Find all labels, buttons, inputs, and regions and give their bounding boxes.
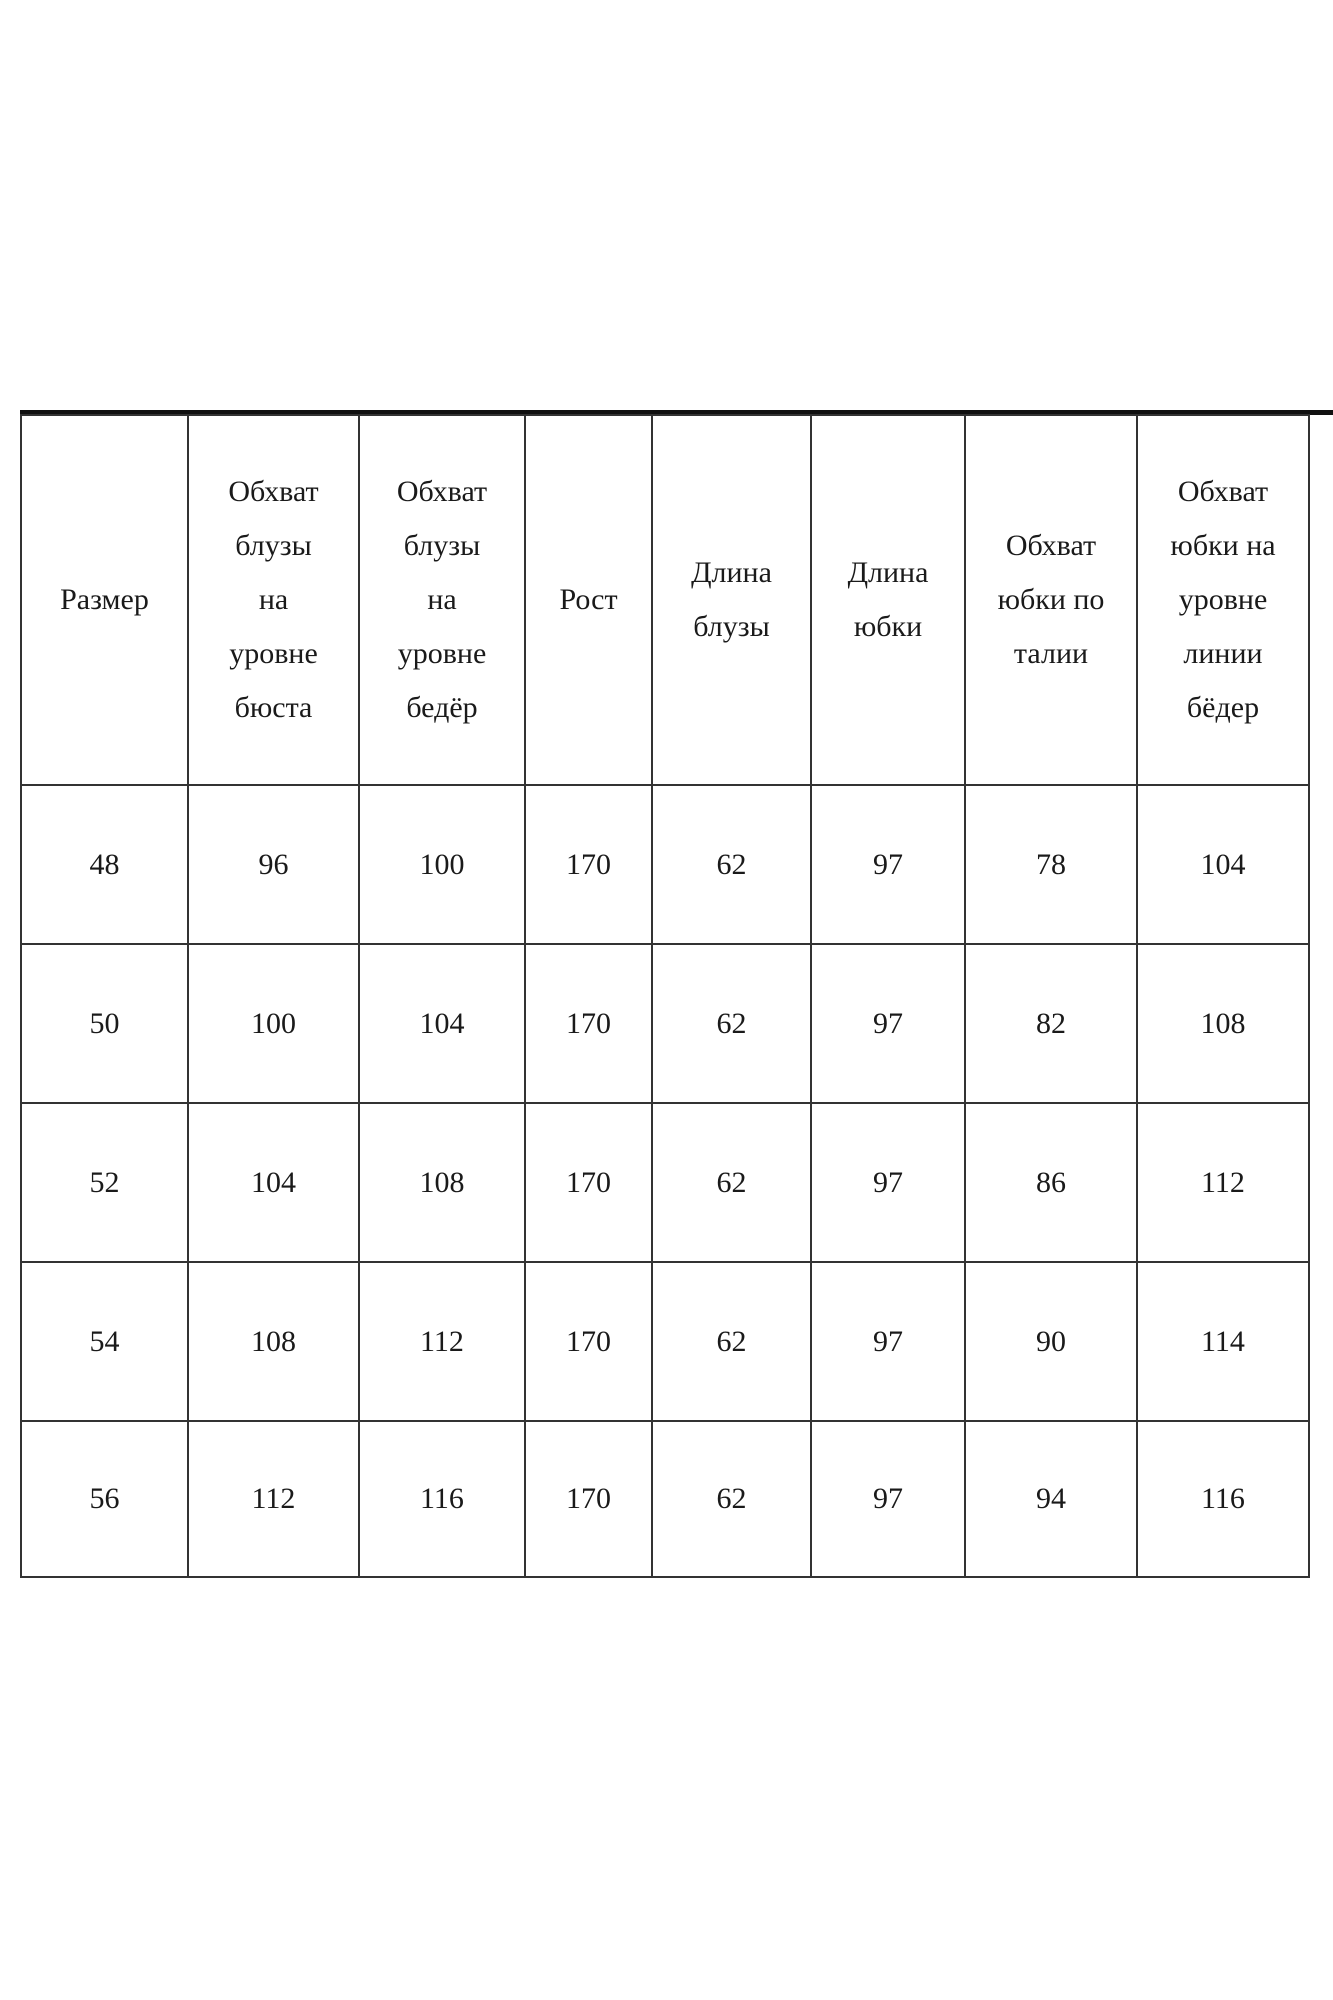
header-blouse-bust: Обхват блузы на уровне бюста (188, 415, 359, 785)
cell-height: 170 (525, 1421, 652, 1577)
cell-skirt-hips: 108 (1137, 944, 1309, 1103)
cell-size: 56 (21, 1421, 188, 1577)
cell-size: 48 (21, 785, 188, 944)
header-blouse-length: Длина блузы (652, 415, 811, 785)
cell-blouse-bust: 100 (188, 944, 359, 1103)
cell-height: 170 (525, 944, 652, 1103)
cell-skirt-length: 97 (811, 944, 965, 1103)
cell-skirt-length: 97 (811, 785, 965, 944)
cell-skirt-length: 97 (811, 1262, 965, 1421)
header-size: Размер (21, 415, 188, 785)
header-skirt-waist: Обхват юбки по талии (965, 415, 1137, 785)
cell-size: 52 (21, 1103, 188, 1262)
cell-blouse-bust: 104 (188, 1103, 359, 1262)
cell-height: 170 (525, 1103, 652, 1262)
cell-skirt-waist: 78 (965, 785, 1137, 944)
cell-blouse-length: 62 (652, 1421, 811, 1577)
table-row (21, 1103, 1309, 1262)
cell-skirt-length: 97 (811, 1103, 965, 1262)
cell-blouse-length: 62 (652, 1103, 811, 1262)
table-row (21, 944, 1309, 1103)
cell-skirt-waist: 82 (965, 944, 1137, 1103)
cell-skirt-hips: 116 (1137, 1421, 1309, 1577)
cell-blouse-hips: 112 (359, 1262, 525, 1421)
cell-blouse-bust: 96 (188, 785, 359, 944)
cell-skirt-hips: 104 (1137, 785, 1309, 944)
cell-blouse-hips: 108 (359, 1103, 525, 1262)
cell-skirt-waist: 86 (965, 1103, 1137, 1262)
cell-skirt-hips: 114 (1137, 1262, 1309, 1421)
cell-blouse-hips: 104 (359, 944, 525, 1103)
table-row (21, 785, 1309, 944)
cell-size: 54 (21, 1262, 188, 1421)
header-row (21, 415, 1309, 785)
header-height: Рост (525, 415, 652, 785)
cell-blouse-length: 62 (652, 1262, 811, 1421)
cell-blouse-bust: 108 (188, 1262, 359, 1421)
header-skirt-hips: Обхват юбки на уровне линии бёдер (1137, 415, 1309, 785)
cell-skirt-length: 97 (811, 1421, 965, 1577)
cell-skirt-waist: 90 (965, 1262, 1137, 1421)
cell-blouse-hips: 100 (359, 785, 525, 944)
cell-blouse-length: 62 (652, 944, 811, 1103)
cell-height: 170 (525, 1262, 652, 1421)
cell-skirt-waist: 94 (965, 1421, 1137, 1577)
cell-blouse-hips: 116 (359, 1421, 525, 1577)
cell-height: 170 (525, 785, 652, 944)
cell-skirt-hips: 112 (1137, 1103, 1309, 1262)
size-chart-table (20, 414, 1310, 1578)
cell-blouse-bust: 112 (188, 1421, 359, 1577)
header-blouse-hips: Обхват блузы на уровне бедёр (359, 415, 525, 785)
table-row (21, 1421, 1309, 1577)
cell-blouse-length: 62 (652, 785, 811, 944)
table-row (21, 1262, 1309, 1421)
cell-size: 50 (21, 944, 188, 1103)
header-skirt-length: Длина юбки (811, 415, 965, 785)
